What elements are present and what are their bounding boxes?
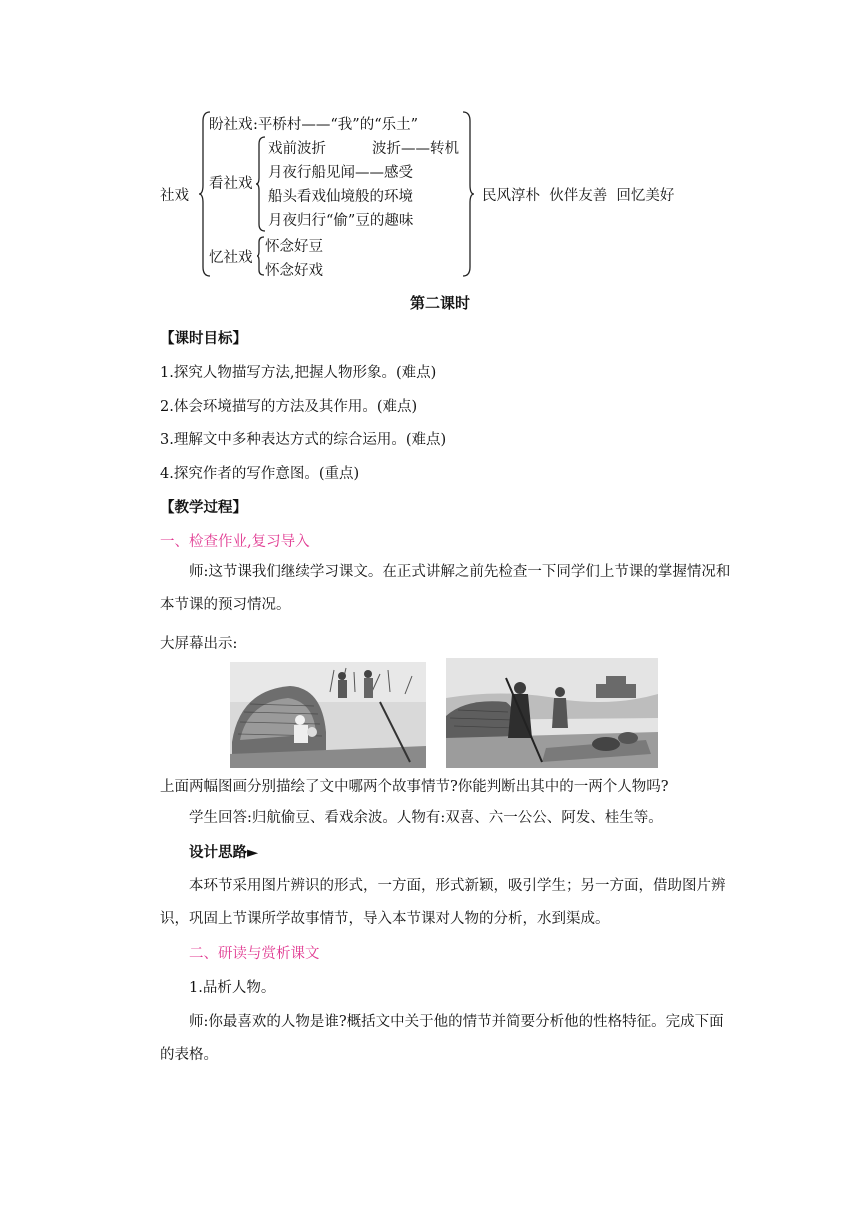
paragraph-task: 师:你最喜欢的人物是谁?概括文中关于他的情节并简要分析他的性格特征。完成下面的表格。 — [160, 1014, 724, 1063]
goal-item-4: 4.探究作者的写作意图。(重点) — [160, 466, 360, 482]
yi-item-2: 怀念好戏 — [265, 263, 323, 279]
image-question: 上面两幅图画分别描绘了文中哪两个故事情节?你能判断出其中的一两个人物吗? — [160, 779, 669, 795]
branch-text-pan: :平桥村——“我”的“乐土” — [253, 117, 419, 133]
student-answer: 学生回答:归航偷豆、看戏余波。人物有:双喜、六一公公、阿发、桂生等。 — [189, 810, 663, 826]
diagram-root: 社戏 — [160, 188, 189, 204]
diagram-summary: 民风淳朴 伙伴友善 回忆美好 — [482, 188, 675, 204]
kan-item-1: 戏前波折 — [268, 141, 326, 157]
outer-right-brace — [461, 111, 475, 277]
branch-label-yi: 忆社戏 — [209, 250, 253, 266]
goal-item-1: 1.探究人物描写方法,把握人物形象。(难点) — [160, 365, 437, 381]
branch-label-kan: 看社戏 — [209, 176, 253, 192]
section2-heading: 二、研读与赏析课文 — [189, 946, 320, 962]
illustration-stealing-beans — [230, 662, 426, 768]
illustration-after-the-opera — [446, 658, 658, 768]
lesson-title: 第二课时 — [410, 294, 471, 312]
section1-heading: 一、检查作业,复习导入 — [160, 534, 310, 550]
design-text: 本环节采用图片辨识的形式，一方面，形式新颖，吸引学生；另一方面，借助图片辨识，巩固上节课所学故事情节，导入本节课对人物的分析，水到渠成。 — [160, 878, 726, 927]
kan-item-2: 波折——转机 — [372, 141, 459, 157]
goals-heading: 【课时目标】 — [160, 330, 247, 347]
kan-item-3: 月夜行船见闻——感受 — [268, 165, 413, 181]
kan-item-5: 月夜归行“偷”豆的趣味 — [268, 213, 414, 229]
process-heading: 【教学过程】 — [160, 499, 247, 516]
design-heading: 设计思路► — [189, 844, 259, 861]
goal-item-2: 2.体会环境描写的方法及其作用。(难点) — [160, 399, 418, 415]
item-1: 1.品析人物。 — [189, 980, 276, 996]
kan-brace — [255, 136, 267, 232]
paragraph-intro: 师:这节课我们继续学习课文。在正式讲解之前先检查一下同学们上节课的掌握情况和本节课的预习情况。 — [160, 564, 731, 613]
branch-label-pan: 盼社戏 — [209, 117, 253, 133]
goal-item-3: 3.理解文中多种表达方式的综合运用。(难点) — [160, 432, 447, 448]
screen-label: 大屏幕出示: — [160, 636, 238, 652]
kan-item-4: 船头看戏仙境般的环境 — [268, 189, 413, 205]
yi-item-1: 怀念好豆 — [265, 239, 323, 255]
